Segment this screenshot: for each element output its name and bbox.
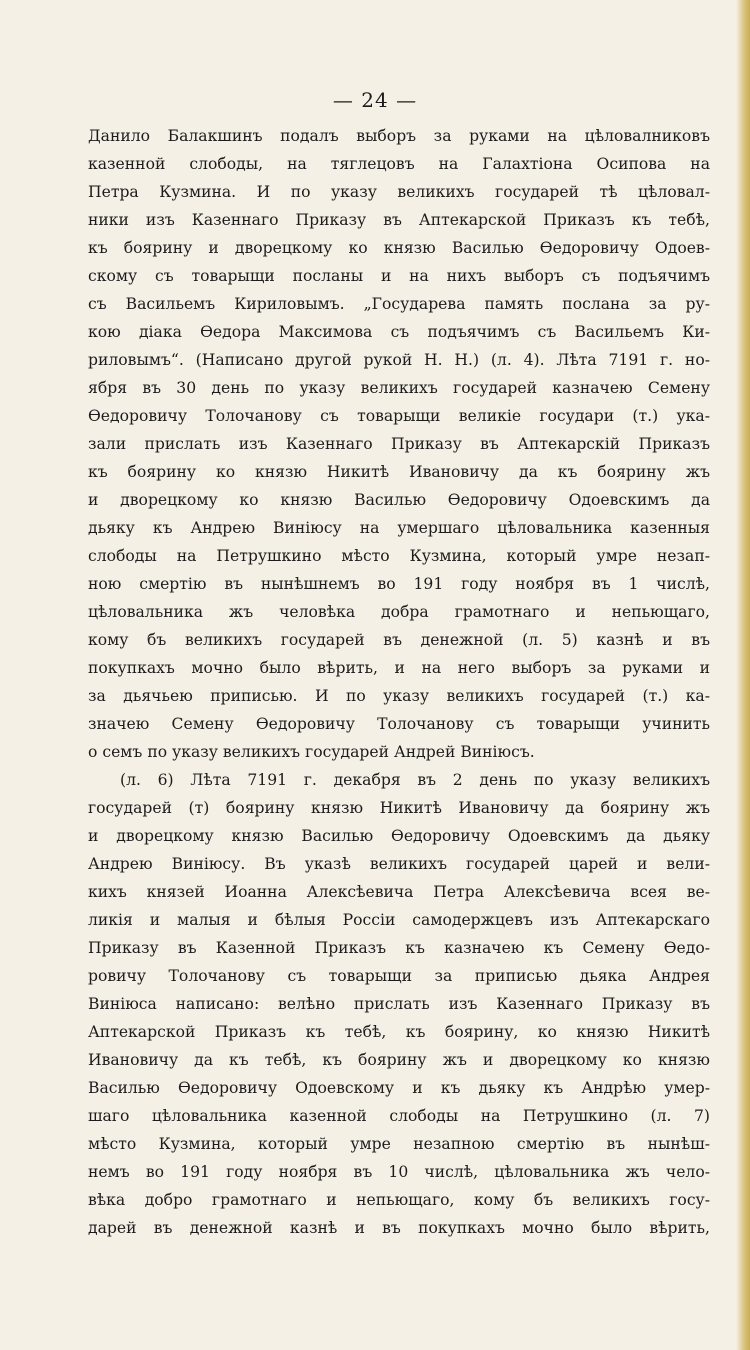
text-line: слободы на Петрушкино мѣсто Кузмина, который умре незап- [88,547,710,565]
text-line: шаго цѣловальника казенной слободы на Петрушкино (л. 7) [88,1107,710,1125]
text-line: кою діака Ѳедора Максимова съ подъячимъ съ Васильемъ Ки- [88,323,710,341]
text-line: къ боярину ко князю Никитѣ Ивановичу да къ боярину жъ [88,463,710,481]
text-line: Ѳедоровичу Толочанову съ товарыщи великіе государи (т.) ука- [88,407,710,425]
text-line: мѣсто Кузмина, который умре незапною смертію въ нынѣш- [88,1135,710,1153]
text-line: скому съ товарыщи посланы и на нихъ выборъ съ подъячимъ [88,267,710,285]
text-line: ября въ 30 день по указу великихъ государей казначею Семену [88,379,710,397]
text-line: съ Васильемъ Кириловымъ. „Государева память послана за ру- [88,295,710,313]
text-line: о семъ по указу великихъ государей Андрей Виніюсъ. [88,743,535,761]
text-line: Приказу въ Казенной Приказъ къ казначею къ Семену Ѳедо- [88,939,710,957]
text-line: ники изъ Казеннаго Приказу въ Аптекарской Приказъ къ тебѣ, [88,211,710,229]
page-number: — 24 — [332,88,418,112]
text-line: вѣка добро грамотнаго и непьющаго, кому бъ великихъ госу- [88,1191,710,1209]
text-line: Данило Балакшинъ подалъ выборъ за руками на цѣловалниковъ [88,127,710,145]
text-line: дьяку къ Андрею Виніюсу на умершаго цѣловальника казенныя [88,519,710,537]
text-line: кому бъ великихъ государей въ денежной (л. 5) казнѣ и въ [88,631,710,649]
text-line: кихъ князей Иоанна Алексѣевича Петра Алексѣевича всея ве- [88,883,710,901]
text-line: Виніюса написано: велѣно прислать изъ Казеннаго Приказу въ [88,995,710,1013]
body-text [88,122,710,1242]
page-edge-shadow [736,0,750,1350]
text-line: за дьячьею приписью. И по указу великихъ государей (т.) ка- [88,687,710,705]
text-line: къ боярину и дворецкому ко князю Василью Ѳедоровичу Одоев- [88,239,710,257]
text-line: Василью Ѳедоровичу Одоевскому и къ дьяку къ Андрѣю умер- [88,1079,710,1097]
text-line: немъ во 191 году ноября въ 10 числѣ, цѣловальника жъ чело- [88,1163,710,1181]
text-line: ною смертію въ нынѣшнемъ во 191 году ноября въ 1 числѣ, [88,575,710,593]
text-line: ровичу Толочанову съ товарыщи за приписью дьяка Андрея [88,967,710,985]
text-line: Ивановичу да къ тебѣ, къ боярину жъ и дворецкому ко князю [88,1051,710,1069]
text-line: и дворецкому ко князю Василью Ѳедоровичу Одоевскимъ да [88,491,710,509]
text-line: цѣловальника жъ человѣка добра грамотнаго и непьющаго, [88,603,710,621]
text-line: Аптекарской Приказъ къ тебѣ, къ боярину, ко князю Никитѣ [88,1023,710,1041]
text-line: дарей въ денежной казнѣ и въ покупкахъ мочно было вѣрить, [88,1219,710,1237]
text-line: Андрею Виніюсу. Въ указѣ великихъ государей царей и вели- [88,855,710,873]
text-line: зали прислать изъ Казеннаго Приказу въ Аптекарскій Приказъ [88,435,710,453]
text-line: и дворецкому князю Василью Ѳедоровичу Одоевскимъ да дьяку [88,827,710,845]
text-line: ликія и малыя и бѣлыя Россіи самодержцевъ изъ Аптекарскаго [88,911,710,929]
text-line: Петра Кузмина. И по указу великихъ государей тѣ цѣловал- [88,183,710,201]
text-line: покупкахъ мочно было вѣрить, и на него выборъ за руками и [88,659,710,677]
text-line: риловымъ“. (Написано другой рукой Н. Н.) (л. 4). Лѣта 7191 г. но- [88,351,710,369]
text-line: значею Семену Ѳедоровичу Толочанову съ товарыщи учинить [88,715,710,733]
text-line: государей (т) боярину князю Никитѣ Ивановичу да боярину жъ [88,799,710,817]
text-line: казенной слободы, на тяглецовъ на Галахтіона Осипова на [88,155,710,173]
text-line: (л. 6) Лѣта 7191 г. декабря въ 2 день по указу великихъ [120,771,710,789]
